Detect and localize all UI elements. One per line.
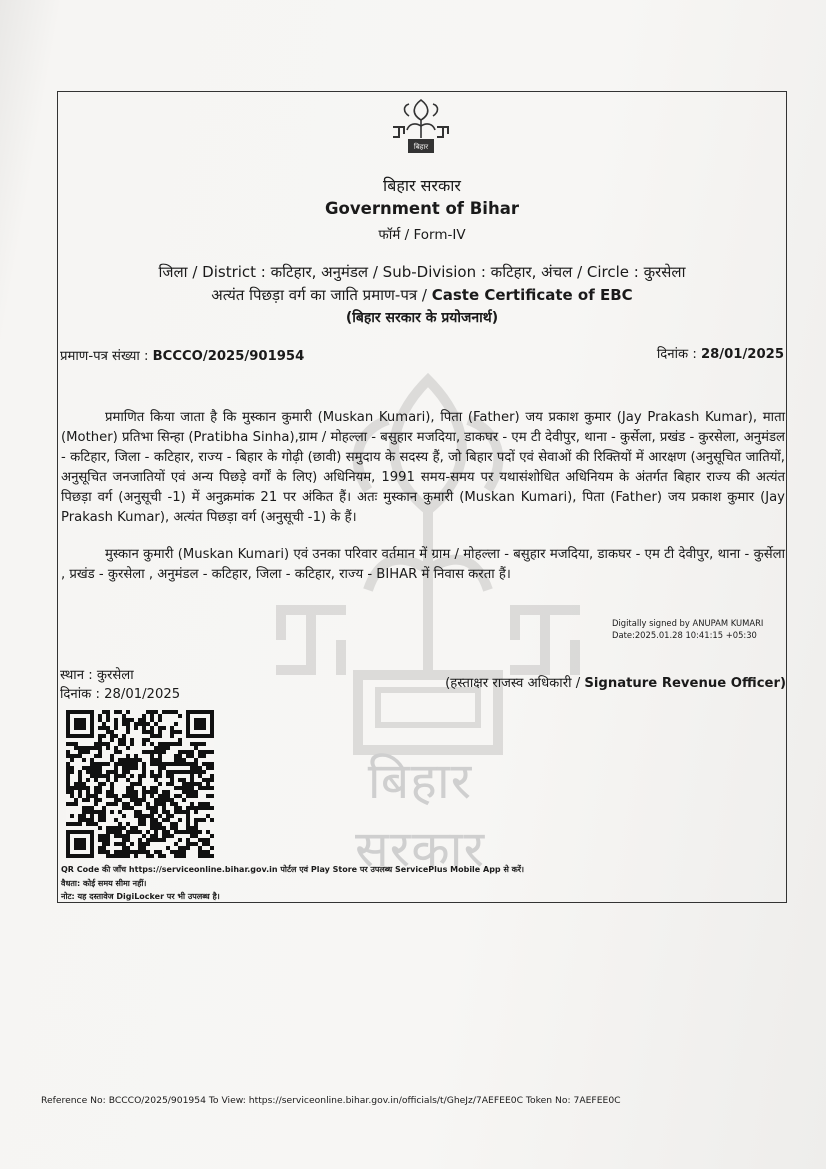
certificate-body-para-2: मुस्कान कुमारी (Muskan Kumari) एवं उनका परिवार वर्तमान में ग्राम / मोहल्ला - बसुहार मजदिया, डाकघर - एम टी देवीपुर, थाना - कुर्सेला , प्रखंड - कुरसेला , अनुमंडल - कटिहार, जिला - कटिहार, राज्य - BIHAR में निवास करता हैं।: [61, 547, 785, 582]
validity-note: वैधता: कोई समय सीमा नहीं।: [61, 879, 147, 888]
district-value: कटिहार,: [270, 263, 322, 281]
watermark-text: बिहार सरकार: [354, 752, 486, 878]
jurisdiction-line: [57, 262, 787, 282]
signature-label-english: Signature Revenue Officer): [584, 676, 786, 691]
gov-title-hindi: बिहार सरकार: [383, 176, 461, 195]
signature-label: [445, 673, 786, 691]
qr-code: [66, 710, 214, 858]
title-hindi: अत्यंत पिछड़ा वर्ग का जाति प्रमाण-पत्र /: [211, 286, 432, 304]
certificate-date-value: 28/01/2025: [700, 347, 784, 362]
qr-verification-note: QR Code की जाँच https://serviceonline.bihar.gov.in पोर्टल एवं Play Store पर उपलब्ध ServicePlus Mobile App से करें।: [61, 865, 525, 874]
circle-value: कुरसेला: [643, 263, 686, 281]
form-label: फॉर्म / Form-IV: [378, 227, 466, 243]
title-english: Caste Certificate of EBC: [431, 286, 633, 304]
emblem-label: बिहार: [413, 143, 429, 151]
district-label: जिला / District :: [158, 263, 271, 281]
digital-signature-date: Date:2025.01.28 10:41:15 +05:30: [612, 630, 757, 640]
certificate-date-label: दिनांक :: [656, 347, 701, 362]
digital-signature-name: Digitally signed by ANUPAM KUMARI: [612, 618, 764, 628]
reference-footer: Reference No: BCCCO/2025/901954 To View: https://serviceonline.bihar.gov.in/officials/t/GheJz/7AEFEE0C Token No: 7AEFEE0C: [41, 1095, 621, 1106]
certificate-body-para-1: प्रमाणित किया जाता है कि मुस्कान कुमारी (Muskan Kumari), पिता (Father) जय प्रकाश कुमार (Jay Prakash Kumar), माता (Mother) प्रतिभा सिन्हा (Pratibha Sinha),ग्राम / मोहल्ला - बसुहार मजदिया, डाकघर - एम टी देवीपुर, थाना - कुर्सेला, प्रखंड - कुरसेला, अनुमंडल - कटिहार, जिला - कटिहार, राज्य - बिहार के गोढ़ी (छावी) समुदाय के सदस्य हैं, जो बिहार पदों एवं सेवाओं की रिक्तियों में आरक्षण (अनुसूचित जातियों, अनुसूचित जनजातियों एवं अन्य पिछड़े वर्गों के लिए) अधिनियम, 1991 समय-समय पर यथासंशोधित अधिनियम के अंतर्गत बिहार राज्य की अत्यंत पिछड़ा वर्ग (अनुसूची -1) में अनुक्रमांक 21 पर अंकित हैं। अतः मुस्कान कुमारी (Muskan Kumari), पिता (Father) जय प्रकाश कुमार (Jay Prakash Kumar), अत्यंत पिछड़ा वर्ग (अनुसूची -1) के हैं।: [61, 410, 785, 525]
subdivision-label: अनुमंडल / Sub-Division :: [321, 263, 491, 281]
gov-title-english: Government of Bihar: [325, 199, 519, 218]
signature-label-hindi: (हस्ताक्षर राजस्व अधिकारी /: [445, 676, 585, 691]
certificate-number-value: BCCCO/2025/901954: [152, 349, 305, 364]
certificate-number-label: प्रमाण-पत्र संख्या :: [60, 349, 153, 364]
certificate-purpose: (बिहार सरकार के प्रयोजनार्थ): [345, 310, 499, 326]
issue-place: स्थान : कुरसेला: [60, 668, 134, 683]
certificate-title: [57, 285, 787, 305]
digilocker-note: नोट: यह दस्तावेज DigiLocker पर भी उपलब्ध है।: [61, 892, 220, 901]
issue-date: दिनांक : 28/01/2025: [60, 687, 181, 702]
bihar-emblem-icon: [389, 96, 453, 158]
circle-label: अंचल / Circle :: [541, 263, 644, 281]
certificate-date: [657, 344, 784, 362]
subdivision-value: कटिहार,: [490, 263, 542, 281]
certificate-number: [60, 346, 304, 364]
